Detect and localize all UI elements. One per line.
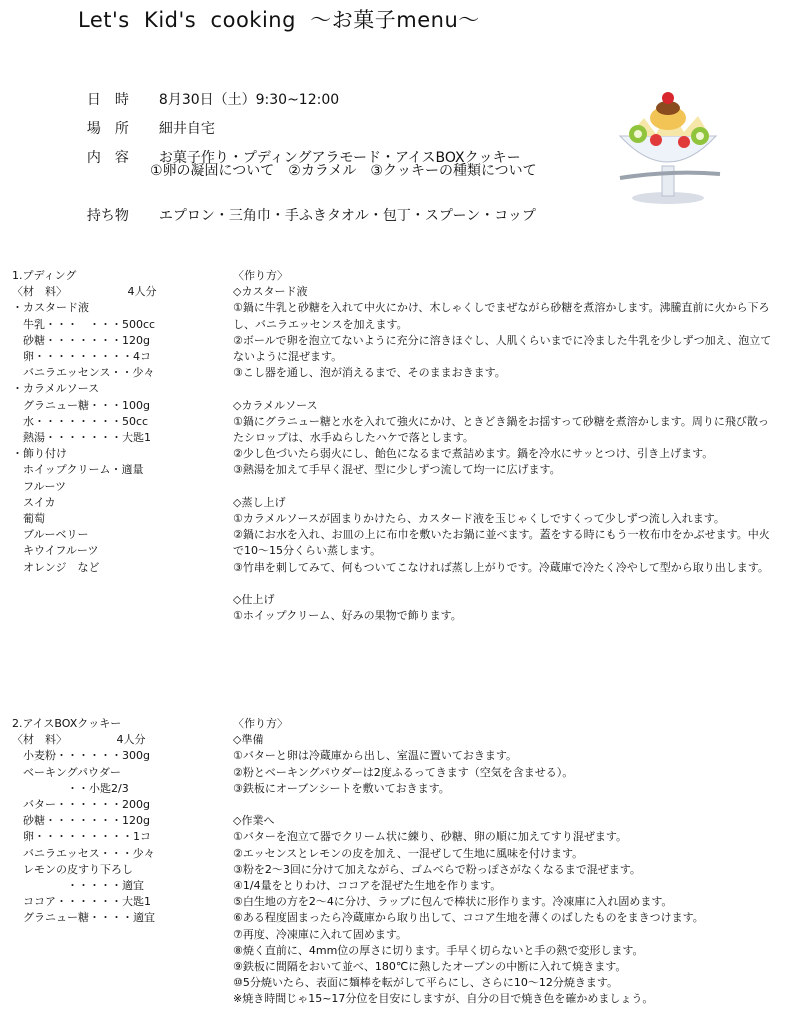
list-item: ・カスタード液 xyxy=(12,301,89,315)
pudding-ingredients xyxy=(12,268,157,576)
cookie-ingredients xyxy=(12,716,155,927)
list-item: 〈材 料〉 4人分 xyxy=(12,733,146,747)
list-item: ・・・・・適宜 xyxy=(12,879,144,893)
list-item: ホイップクリーム・適量 xyxy=(12,463,144,477)
list-item: レモンの皮すり下ろし xyxy=(12,862,133,876)
list-item: 水・・・・・・・・50cc xyxy=(12,414,149,428)
list-item: 2.アイスBOXクッキー xyxy=(12,717,122,730)
list-item: ・カラメルソース xyxy=(12,382,100,396)
step-heading: ◇カスタード液 xyxy=(233,285,308,299)
list-item: 牛乳・・・ ・・・500cc xyxy=(12,317,156,331)
step-text: ③熱湯を加えて手早く混ぜ、型に少しずつ流して均一に広げます。 xyxy=(233,463,561,477)
list-item: バター・・・・・・200g xyxy=(12,798,150,812)
list-item: フルーツ xyxy=(12,479,67,493)
step-text: ⑨鉄板に間隔をおいて並べ、180℃に熱したオーブンの中断に入れて焼きます。 xyxy=(233,960,627,974)
step-text: ①鍋にグラニュー糖と水を入れて強火にかけ、ときどき鍋をお揺すって砂糖を煮溶かします。周りに飛び散ったシロップは、水手ぬらしたハケで落とします。 xyxy=(233,414,769,445)
list-item: ココア・・・・・・大匙1 xyxy=(12,895,151,909)
list-item: 卵・・・・・・・・・4コ xyxy=(12,350,151,364)
list-item: バニラエッセンス・・少々 xyxy=(12,366,155,380)
step-text: ②鍋にお水を入れ、お皿の上に布巾を敷いたお鍋に並べます。蓋をする時にもう一枚布巾をかぶせます。中火で10～15分くらい蒸します。 xyxy=(233,528,770,558)
list-item: 砂糖・・・・・・・120g xyxy=(12,814,150,828)
step-text: 〈作り方〉 xyxy=(233,269,288,282)
step-heading: ◇準備 xyxy=(233,733,264,747)
step-heading: ◇仕上げ xyxy=(233,593,275,607)
list-item: 1.プディング xyxy=(12,269,77,282)
list-item: 卵・・・・・・・・・1コ xyxy=(12,830,151,844)
step-text: ①鍋に牛乳と砂糖を入れて中火にかけ、木しゃくしでまぜながら砂糖を煮溶かします。沸騰直前に火から下ろし、バニラエッセンスを加えます。 xyxy=(233,301,770,331)
cookie-steps xyxy=(233,716,773,1008)
place-value: 細井自宅 xyxy=(158,121,215,137)
spacer xyxy=(233,797,773,813)
step-text: ⑩5分焼いたら、表面に麺棒を転がして平らにし、さらに10～12分焼きます。 xyxy=(233,976,618,990)
info-row-items xyxy=(78,189,536,225)
items-value: エプロン・三角巾・手ふきタオル・包丁・スプーン・コップ xyxy=(158,208,536,224)
list-item: 小麦粉・・・・・・300g xyxy=(12,749,150,763)
spacer xyxy=(233,381,773,397)
step-text: ②少し色づいたら弱火にし、飴色になるまで煮詰めます。鍋を冷水にサッとつけ、引き上げます。 xyxy=(233,447,714,461)
list-item: 砂糖・・・・・・・120g xyxy=(12,333,150,347)
step-text: ①バターと卵は冷蔵庫から出し、室温に置いておきます。 xyxy=(233,749,517,763)
list-item: ベーキングパウダー xyxy=(12,765,121,779)
step-text: ⑧焼く直前に、4mm位の厚さに切ります。手早く切らないと手の熱で変形します。 xyxy=(233,943,644,957)
step-text: ②エッセンスとレモンの皮を加え、一混ぜして生地に風味を付けます。 xyxy=(233,846,584,860)
step-text: ①カラメルソースが固まりかけたら、カスタード液を玉じゃくしですくって少しずつ流し入れます。 xyxy=(233,512,725,526)
step-text: ⑤白生地の方を2～4に分け、ラップに包んで棒状に形作ります。冷凍庫に入れ固めます。 xyxy=(233,895,673,909)
items-label: 持ち物 xyxy=(86,208,129,224)
step-text: ③竹串を刺してみて、何もついてこなければ蒸し上がりです。冷蔵庫で冷たく冷やして型から取り出します。 xyxy=(233,560,769,574)
list-item: バニラエッセス・・・少々 xyxy=(12,846,155,860)
list-item: 〈材 料〉 4人分 xyxy=(12,285,157,299)
list-item: ・・小匙2/3 xyxy=(12,781,129,795)
step-text: ②粉とベーキングパウダーは2度ふるってきます（空気を含ませる）。 xyxy=(233,765,574,779)
step-text: 〈作り方〉 xyxy=(233,717,288,730)
date-label: 日 時 xyxy=(86,92,129,108)
list-item: 葡萄 xyxy=(12,512,45,526)
step-text: ⑥ある程度固まったら冷蔵庫から取り出して、ココア生地を薄くのばしたものをまきつけます。 xyxy=(233,911,704,925)
step-text: ③こし器を通し、泡が消えるまで、そのままおきます。 xyxy=(233,366,506,380)
step-heading: ◇蒸し上げ xyxy=(233,495,286,509)
spacer xyxy=(233,479,773,495)
step-text: ※焼き時間じゃ15~17分位を目安にしますが、自分の目で焼き色を確かめましょう。 xyxy=(233,992,654,1006)
content-value-line2: ①卵の凝固について ②カラメル ③クッキーの種類について xyxy=(150,163,537,179)
place-label: 場 所 xyxy=(86,121,129,137)
spacer xyxy=(233,576,773,592)
list-item: 熱湯・・・・・・・大匙1 xyxy=(12,431,151,445)
content-label: 内 容 xyxy=(86,150,129,166)
list-item: ・飾り付け xyxy=(12,447,67,461)
step-heading: ◇カラメルソース xyxy=(233,398,318,412)
list-item: ブルーベリー xyxy=(12,528,89,542)
step-text: ③鉄板にオーブンシートを敷いておきます。 xyxy=(233,781,450,795)
step-text: ③粉を2～3回に分けて加えながら、ゴムべらで粉っぽさがなくなるまで混ぜます。 xyxy=(233,862,641,876)
page-title: Let's Kid's cooking ～お菓子menu～ xyxy=(78,8,480,32)
step-text: ②ボールで卵を泡立てないように充分に溶きほぐし、人肌くらいまでに冷ました牛乳を少しずつ加え、泡立てないように混ぜます。 xyxy=(233,333,772,364)
step-text: ①バターを泡立て器でクリーム状に練り、砂糖、卵の順に加えてすり混ぜます。 xyxy=(233,830,627,844)
step-heading: ◇作業へ xyxy=(233,814,275,828)
step-text: ①ホイップクリーム、好みの果物で飾ります。 xyxy=(233,609,462,623)
list-item: スイカ xyxy=(12,495,56,509)
list-item: オレンジ など xyxy=(12,560,100,574)
step-text: ⑦再度、冷凍庫に入れて固めます。 xyxy=(233,927,407,941)
pudding-steps xyxy=(233,268,773,624)
step-text: ④1/4量をとりわけ、ココアを混ぜた生地を作ります。 xyxy=(233,879,502,893)
content-value: お菓子作り・プディングアラモード・アイスBOXクッキー xyxy=(158,150,521,166)
list-item: グラニュー糖・・・100g xyxy=(12,398,150,412)
list-item: キウイフルーツ xyxy=(12,544,99,558)
list-item: グラニュー糖・・・・適宜 xyxy=(12,911,155,925)
date-value: 8月30日（土）9:30~12:00 xyxy=(158,92,340,108)
pudding-parfait-illustration xyxy=(612,78,724,206)
